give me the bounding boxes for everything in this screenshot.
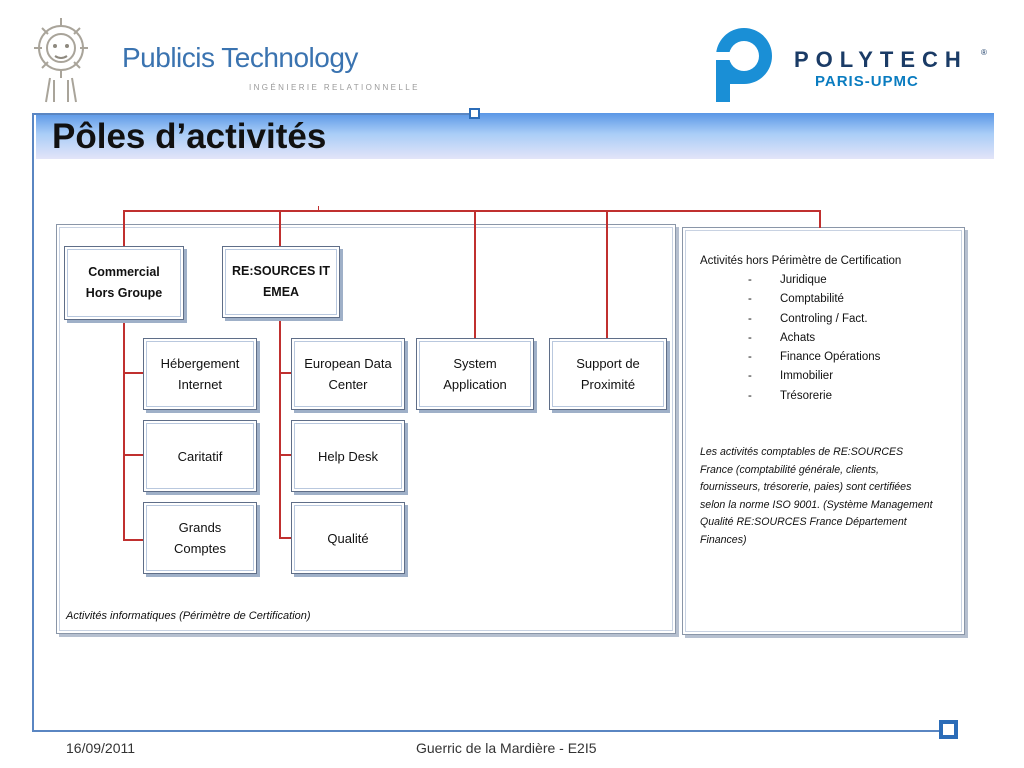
box-european-data-center: European Data Center	[291, 338, 405, 410]
iso-certification-note: Les activités comptables de RE:SOURCES France (comptabilité générale, clients, fournisseurs, trésorerie, paies) sont certifiées selon la norme ISO 9001. (Système Management Qualité RE:SOURCES France Département Finances)	[700, 446, 933, 546]
list-item: - Immobilier	[748, 370, 834, 383]
frame-bottom-line	[32, 730, 940, 732]
list-item: - Comptabilité	[748, 293, 844, 306]
list-item: - Juridique	[748, 274, 827, 286]
connector-commercial	[123, 210, 125, 248]
box-hebergement-internet: Hébergement Internet	[143, 338, 257, 410]
connector-resources	[279, 210, 281, 248]
frame-corner-bullet-bottom	[939, 720, 958, 739]
non-certified-list	[748, 274, 880, 409]
box-commercial-hors-groupe: Commercial Hors Groupe	[64, 246, 184, 320]
slide-title: Pôles d’activités	[52, 117, 327, 156]
box-grands-comptes: Grands Comptes	[143, 502, 257, 574]
footer-date: 16/09/2011	[66, 740, 136, 756]
polytech-wordmark: POLYTECH	[794, 47, 968, 72]
connector-system	[474, 210, 476, 340]
connector-tick	[318, 206, 319, 211]
connector-commercial-trunk	[123, 318, 125, 541]
box-support-de-proximite: Support de Proximité	[549, 338, 667, 410]
list-item: - Finance Opérations	[748, 351, 881, 364]
box-system-application: System Application	[416, 338, 534, 410]
connector-top-bus	[123, 210, 820, 212]
box-qualite: Qualité	[291, 502, 405, 574]
publicis-lion-logo	[30, 14, 92, 106]
connector-helpdesk	[279, 454, 291, 456]
non-certified-heading: Activités hors Périmètre de Certification	[700, 255, 902, 267]
connector-support	[606, 210, 608, 340]
connector-european	[279, 372, 291, 374]
frame-corner-bullet-top	[469, 108, 480, 119]
box-resources-it-emea: RE:SOURCES IT EMEA	[222, 246, 340, 318]
frame-top-line	[32, 113, 472, 115]
it-panel-caption: Activités informatiques (Périmètre de Certification)	[66, 610, 311, 622]
box-caritatif: Caritatif	[143, 420, 257, 492]
publicis-tagline: INGÉNIERIE RELATIONNELLE	[249, 83, 420, 92]
list-item: - Controling / Fact.	[748, 312, 868, 325]
list-item: - Trésorerie	[748, 389, 832, 402]
connector-hebergement	[123, 372, 143, 374]
polytech-logo-mark	[702, 12, 782, 104]
footer-author: Guerric de la Mardière - E2I5	[416, 740, 597, 756]
box-help-desk: Help Desk	[291, 420, 405, 492]
polytech-registered-mark: ®	[981, 48, 987, 57]
connector-caritatif	[123, 454, 143, 456]
frame-left-line	[32, 113, 34, 731]
connector-qualite	[279, 537, 291, 539]
publicis-technology-wordmark: Publicis Technology	[122, 42, 358, 73]
connector-right-panel	[819, 210, 821, 228]
list-item: - Achats	[748, 331, 816, 344]
connector-resources-trunk	[279, 318, 281, 539]
connector-grands-comptes	[123, 539, 143, 541]
polytech-subtitle: PARIS-UPMC	[815, 73, 919, 90]
